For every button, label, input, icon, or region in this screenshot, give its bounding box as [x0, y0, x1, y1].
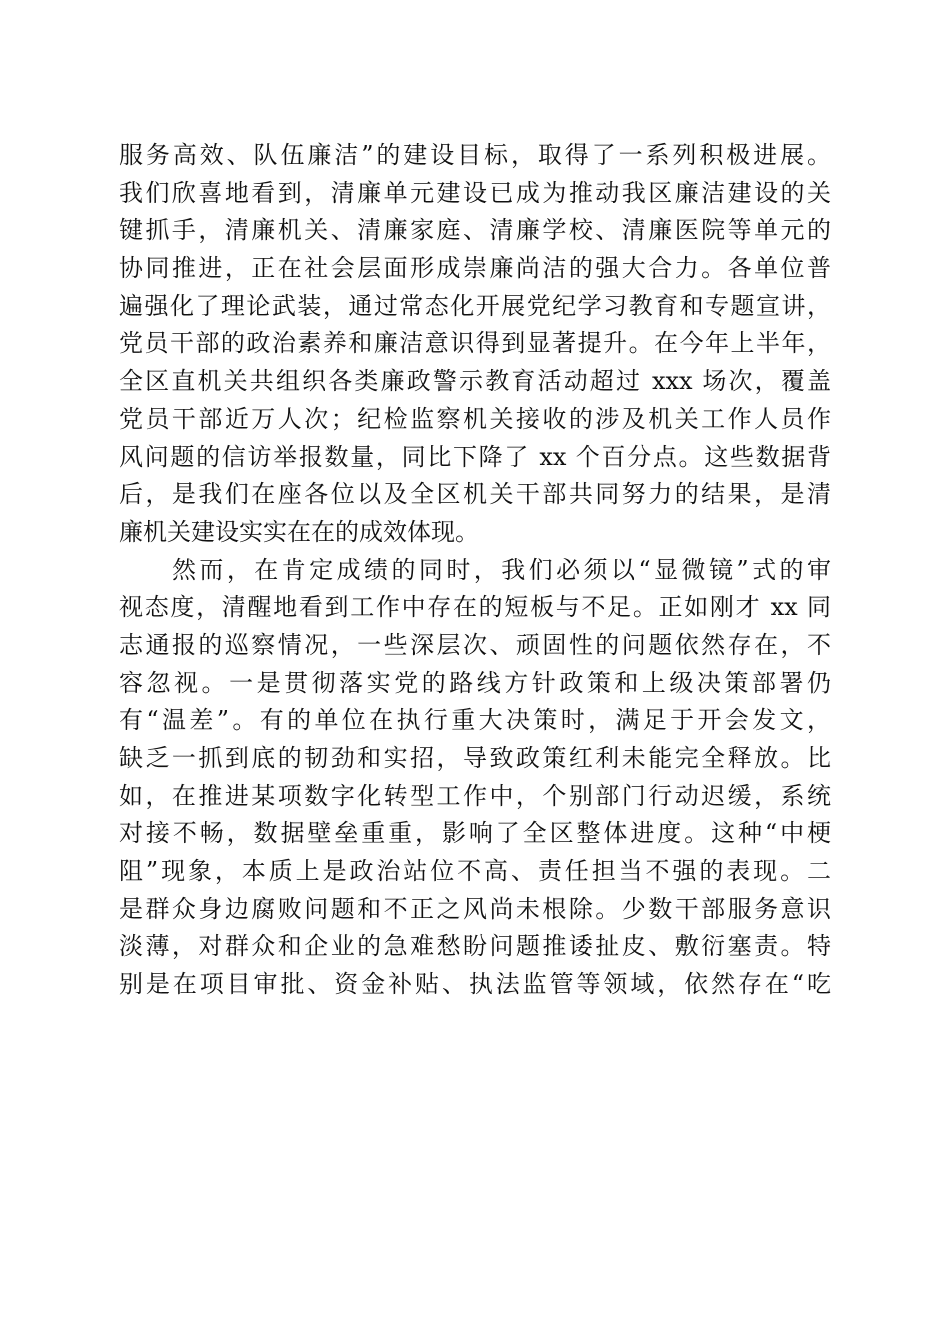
text-line: 如，在推进某项数字化转型工作中，个别部门行动迟缓，系统 — [119, 781, 831, 810]
text-line: 有“温差”。有的单位在执行重大决策时，满足于开会发文， — [119, 706, 831, 735]
text-line: 缺乏一抓到底的韧劲和实招，导致政策红利未能完全释放。比 — [119, 744, 831, 772]
text-line: 阻”现象，本质上是政治站位不高、责任担当不强的表现。二 — [119, 857, 831, 886]
text-line: 志通报的巡察情况，一些深层次、顽固性的问题依然存在，不 — [119, 630, 831, 659]
text-line: 风问题的信访举报数量，同比下降了 xx 个百分点。这些数据背 — [119, 442, 831, 471]
text-line: 我们欣喜地看到，清廉单元建设已成为推动我区廉洁建设的关 — [119, 178, 831, 207]
text-line: 协同推进，正在社会层面形成崇廉尚洁的强大合力。各单位普 — [119, 254, 831, 283]
text-line: 对接不畅，数据壁垒重重，影响了全区整体进度。这种“中梗 — [119, 819, 831, 848]
text-line: 然而，在肯定成绩的同时，我们必须以“显微镜”式的审 — [172, 555, 831, 584]
text-line: 廉机关建设实实在在的成效体现。 — [119, 517, 479, 546]
text-line: 后，是我们在座各位以及全区机关干部共同努力的结果，是清 — [119, 480, 831, 509]
document-body — [119, 137, 831, 1004]
text-line: 是群众身边腐败问题和不正之风尚未根除。少数干部服务意识 — [119, 894, 831, 923]
paragraph-2 — [119, 552, 831, 1004]
text-line: 别是在项目审批、资金补贴、执法监管等领域，依然存在“吃 — [119, 970, 831, 999]
text-line: 键抓手，清廉机关、清廉家庭、清廉学校、清廉医院等单元的 — [119, 216, 831, 245]
text-line: 党员干部的政治素养和廉洁意识得到显著提升。在今年上半年， — [119, 329, 831, 358]
text-line: 遍强化了理论武装，通过常态化开展党纪学习教育和专题宣讲， — [119, 291, 831, 320]
text-line: 容忽视。一是贯彻落实党的路线方针政策和上级决策部署仍 — [119, 668, 831, 697]
text-line: 淡薄，对群众和企业的急难愁盼问题推诿扯皮、敷衍塞责。特 — [119, 932, 831, 961]
paragraph-1 — [119, 137, 831, 552]
text-line: 服务高效、队伍廉洁”的建设目标，取得了一系列积极进展。 — [119, 141, 831, 169]
text-line: 党员干部近万人次；纪检监察机关接收的涉及机关工作人员作 — [119, 404, 831, 433]
text-line: 视态度，清醒地看到工作中存在的短板与不足。正如刚才 xx 同 — [119, 593, 831, 622]
text-line: 全区直机关共组织各类廉政警示教育活动超过 xxx 场次，覆盖 — [119, 367, 831, 396]
